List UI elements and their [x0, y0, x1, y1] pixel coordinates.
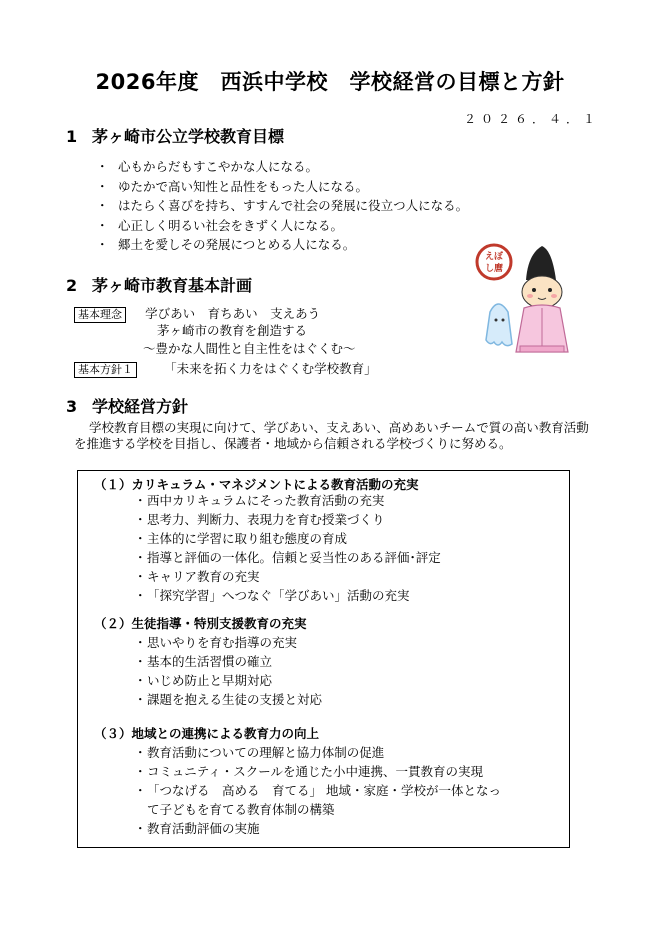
- list-item: ・ 基本的生活習慣の確立: [134, 652, 322, 671]
- education-goals-list: [96, 157, 468, 255]
- section-1-number: 1: [66, 127, 78, 146]
- section-3-title: 学校経営方針: [92, 397, 189, 416]
- section-2-number: 2: [66, 276, 78, 295]
- policy-block-2: [94, 614, 322, 709]
- list-item: ・ 指導と評価の一体化。信頼と妥当性のある評価･評定: [134, 548, 441, 567]
- goal-item: ・ 心もからだもすこやかな人になる。: [96, 157, 468, 177]
- list-item-continuation: て子どもを育てる教育体制の構築: [147, 802, 335, 817]
- list-item: ・ 教育活動評価の実施: [134, 819, 501, 838]
- list-item: ・ 「つなげる 高める 育てる」 地域・家庭・学校が一体となっ: [134, 781, 501, 800]
- svg-text:し麿: し麿: [484, 264, 504, 274]
- basic-philosophy-label: 基本理念: [74, 307, 126, 323]
- list-item: ・ 主体的に学習に取り組む態度の育成: [134, 529, 441, 548]
- page-title: 2026年度 西浜中学校 学校経営の目標と方針: [95, 70, 565, 94]
- section-1-title: 茅ヶ崎市公立学校教育目標: [92, 127, 285, 146]
- section-3-heading: [66, 394, 188, 417]
- section-3-number: 3: [66, 397, 78, 416]
- list-item: ・ 「探究学習」へつなぐ「学びあい」活動の充実: [134, 586, 441, 605]
- list-item: ・ 思いやりを育む指導の充実: [134, 633, 322, 652]
- list-item: ・ キャリア教育の充実: [134, 567, 441, 586]
- section-2-title: 茅ヶ崎市教育基本計画: [92, 276, 253, 295]
- basic-philosophy-row: [74, 303, 320, 323]
- list-item: ・ 教育活動についての理解と協力体制の促進: [134, 743, 501, 762]
- list-item: ・ 思考力、判断力、表現力を育む授業づくり: [134, 510, 441, 529]
- mascot-icon: [470, 240, 595, 360]
- management-policy-paragraph: 学校教育目標の実現に向けて、学びあい、支えあい、高めあいチームで質の高い教育活動を推進する学校を目指し、保護者・地域から信頼される学校づくりに努める。: [74, 420, 589, 451]
- goal-item: ・ はたらく喜びを持ち、すすんで社会の発展に役立つ人になる。: [96, 196, 468, 216]
- list-item: ・ 課題を抱える生徒の支援と対応: [134, 690, 322, 709]
- list-item: ・ 西中カリキュラムにそった教育活動の充実: [134, 494, 441, 510]
- basic-philosophy-line-3: ～豊かな人間性と自主性をはぐくむ～: [143, 341, 356, 356]
- policy-block-heading: （３）地域との連携による教育力の向上: [94, 726, 320, 741]
- policy-block-3: [94, 724, 501, 838]
- goal-item: ・ 郷土を愛しその発展につとめる人になる。: [96, 235, 468, 255]
- basic-policy-text: 「未来を拓く力をはぐくむ学校教育」: [164, 361, 377, 376]
- section-1-heading: [66, 124, 284, 147]
- basic-philosophy-line-2: 茅ヶ崎市の教育を創造する: [157, 323, 308, 338]
- goal-item: ・ ゆたかで高い知性と品性をもった人になる。: [96, 177, 468, 197]
- goal-item: ・ 心正しく明るい社会をきずく人になる。: [96, 216, 468, 236]
- list-item: ・ コミュニティ・スクールを通じた小中連携、一貫教育の実現: [134, 762, 501, 781]
- basic-policy-row: [74, 358, 377, 378]
- basic-policy-label: 基本方針１: [74, 362, 137, 378]
- document-date: ２０２６．４．１: [463, 112, 600, 126]
- svg-text:えぼ: えぼ: [484, 252, 504, 262]
- mascot-illustration: [470, 240, 595, 364]
- policy-block-heading: （１）カリキュラム・マネジメントによる教育活動の充実: [94, 477, 419, 492]
- list-item: ・ いじめ防止と早期対応: [134, 671, 322, 690]
- section-2-heading: [66, 273, 252, 296]
- basic-philosophy-line-1: 学びあい 育ちあい 支えあう: [145, 306, 321, 321]
- policy-block-heading: （２）生徒指導・特別支援教育の充実: [94, 616, 307, 631]
- policy-block-1: [94, 475, 441, 605]
